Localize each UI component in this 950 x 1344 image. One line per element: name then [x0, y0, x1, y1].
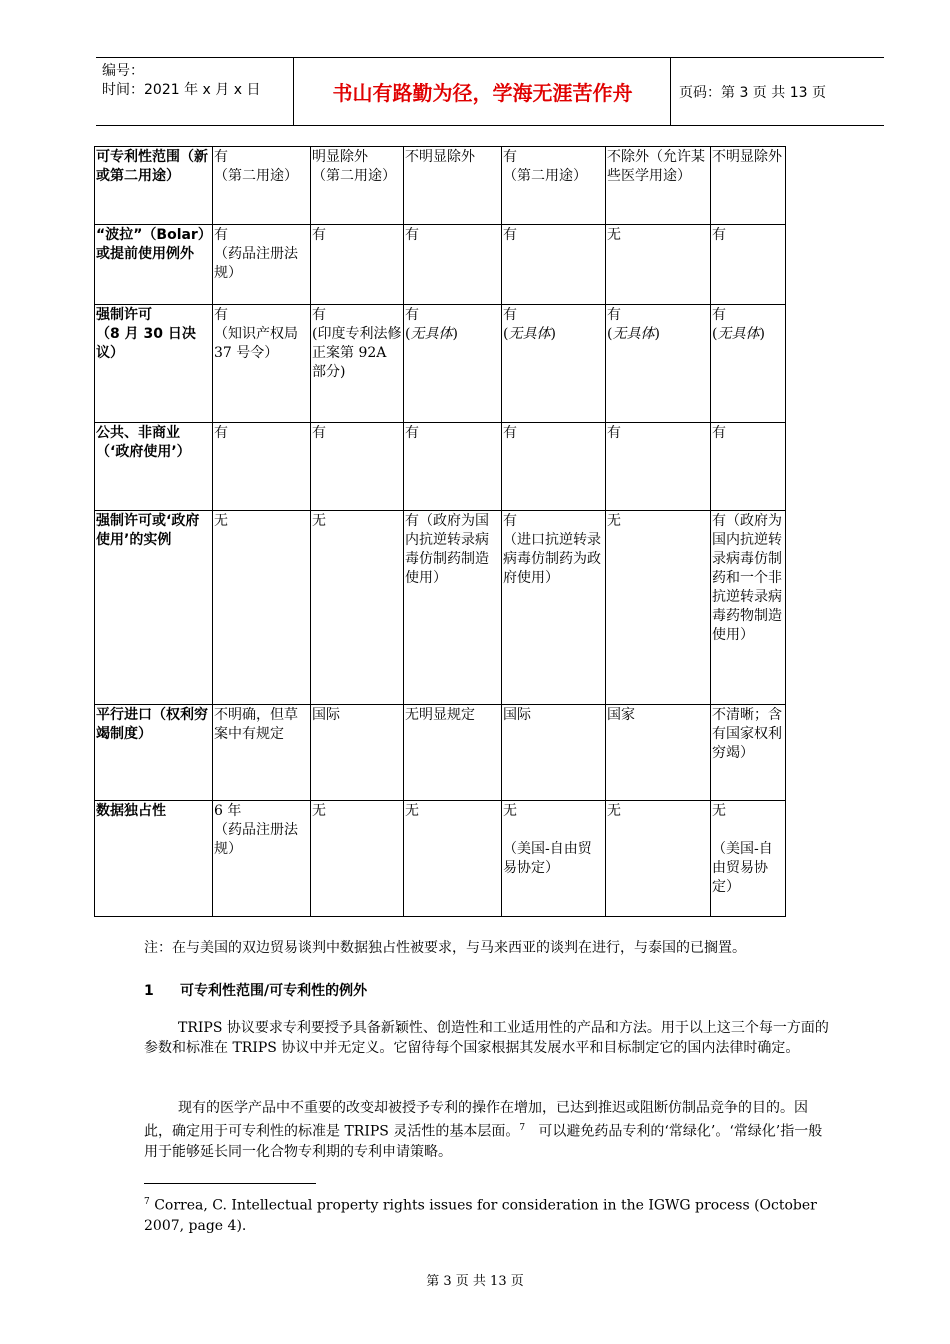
table-cell: 有（政府为国内抗逆转录病毒仿制药制造使用）: [404, 511, 502, 705]
table-cell: 无明显规定: [404, 705, 502, 801]
table-cell: 不清晰；含有国家权利穷竭）: [711, 705, 786, 801]
table-cell: 不除外（允许某些医学用途）: [606, 147, 711, 225]
footnote-divider: [144, 1183, 316, 1184]
table-cell: 明显除外 （第二用途）: [311, 147, 404, 225]
italic-note: 无具体: [410, 326, 453, 342]
table-cell: 有 (无具体): [404, 305, 502, 423]
table-cell: 有 （进口抗逆转录病毒仿制药为政府使用）: [502, 511, 606, 705]
table-row: [95, 423, 786, 511]
table-cell: 有: [213, 423, 311, 511]
table-cell: 有: [311, 423, 404, 511]
section-title: 可专利性范围/可专利性的例外: [180, 983, 368, 999]
table-cell: 无: [606, 225, 711, 305]
italic-note: 无具体: [508, 326, 551, 342]
row-header: 强制许可 （8 月 30 日决议）: [95, 305, 213, 423]
table-cell: 有: [502, 423, 606, 511]
table-cell: 有 (印度专利法修正案第 92A 部分): [311, 305, 404, 423]
table-cell: 有 （第二用途）: [502, 147, 606, 225]
comparison-table: [94, 146, 786, 917]
italic-note: 无具体: [717, 326, 760, 342]
table-row: [95, 147, 786, 225]
doc-number-label: 编号：: [102, 63, 144, 79]
table-cell: 有 (无具体): [502, 305, 606, 423]
table-cell: 无: [311, 801, 404, 917]
table-cell: 有: [404, 225, 502, 305]
header-meta: [96, 58, 294, 125]
table-cell: 6 年 （药品注册法规）: [213, 801, 311, 917]
table-cell: 无: [606, 801, 711, 917]
row-header: 强制许可或‘政府使用’的实例: [95, 511, 213, 705]
table-cell: 无: [311, 511, 404, 705]
page-footer: 第 3 页 共 13 页: [426, 1274, 524, 1289]
table-row: [95, 801, 786, 917]
footnote-number: 7: [144, 1197, 150, 1207]
table-row: [95, 511, 786, 705]
table-cell: 有 （第二用途）: [213, 147, 311, 225]
page-header: [96, 57, 884, 126]
table-cell: 有（政府为国内抗逆转录病毒仿制药和一个非抗逆转录病毒药物制造使用）: [711, 511, 786, 705]
table-cell: 有 （药品注册法规）: [213, 225, 311, 305]
table-cell: 有: [404, 423, 502, 511]
table-cell: 无: [606, 511, 711, 705]
header-motto: 书山有路勤为径，学海无涯苦作舟: [295, 58, 671, 125]
table-cell: 有 （知识产权局 37 号令）: [213, 305, 311, 423]
table-cell: 无: [213, 511, 311, 705]
table-row: [95, 225, 786, 305]
table-cell: 无 （美国-自由贸易协定）: [502, 801, 606, 917]
table-row: [95, 305, 786, 423]
paragraph-1: TRIPS 协议要求专利要授予具备新颖性、创造性和工业适用性的产品和方法。用于以上这三个每一方面的参数和标准在 TRIPS 协议中并无定义。它留待每个国家根据其发展水平和目标制定它的国内法律时确定。: [144, 1020, 829, 1056]
table-cell: 有: [311, 225, 404, 305]
header-page-info: 页码：第 3 页 共 13 页: [679, 84, 826, 101]
table-cell: 国家: [606, 705, 711, 801]
paragraph-2: [144, 1098, 834, 1162]
section-heading: [144, 980, 367, 1000]
paragraph-2-part-b: 可以避免药品专利的‘常绿化’。‘常绿化’指一般用于能够延长同一化合物专利期的专利申请策略。: [144, 1123, 823, 1160]
table-cell: 有: [711, 225, 786, 305]
footnote-text: Correa, C. Intellectual property rights issues for consideration in the IGWG process (October 2007, page 4).: [144, 1197, 817, 1234]
row-header: 可专利性范围（新或第二用途）: [95, 147, 213, 225]
table-cell: 国际: [311, 705, 404, 801]
doc-date-label: 时间：2021 年 x 月 x 日: [102, 82, 261, 98]
table-cell: 不明确，但草案中有规定: [213, 705, 311, 801]
table-cell: 有: [606, 423, 711, 511]
row-header: 平行进口（权利穷竭制度）: [95, 705, 213, 801]
table-cell: 国际: [502, 705, 606, 801]
table-cell: 不明显除外: [711, 147, 786, 225]
table-cell: 无 （美国-自由贸易协定）: [711, 801, 786, 917]
section-number: 1: [144, 983, 154, 999]
table-cell: 有 (无具体): [606, 305, 711, 423]
table-cell: 有: [502, 225, 606, 305]
table-cell: 不明显除外: [404, 147, 502, 225]
row-header: 公共、非商业（‘政府使用’）: [95, 423, 213, 511]
table-note: 注：在与美国的双边贸易谈判中数据独占性被要求，与马来西亚的谈判在进行，与泰国的已搁置。: [144, 940, 746, 956]
row-header: “波拉”（Bolar）或提前使用例外: [95, 225, 213, 305]
table-row: [95, 705, 786, 801]
table-cell: 无: [404, 801, 502, 917]
table-cell: 有 (无具体): [711, 305, 786, 423]
paragraph-2-part-a: 现有的医学产品中不重要的改变却被授予专利的操作在增加，已达到推迟或阻断仿制品竞争的目的。因此，确定用于可专利性的标准是 TRIPS 灵活性的基本层面。: [144, 1100, 808, 1140]
footnote: [144, 1192, 834, 1236]
table-cell: 有: [711, 423, 786, 511]
row-header: 数据独占性: [95, 801, 213, 917]
italic-note: 无具体: [612, 326, 655, 342]
footnote-ref[interactable]: 7: [519, 1123, 526, 1133]
